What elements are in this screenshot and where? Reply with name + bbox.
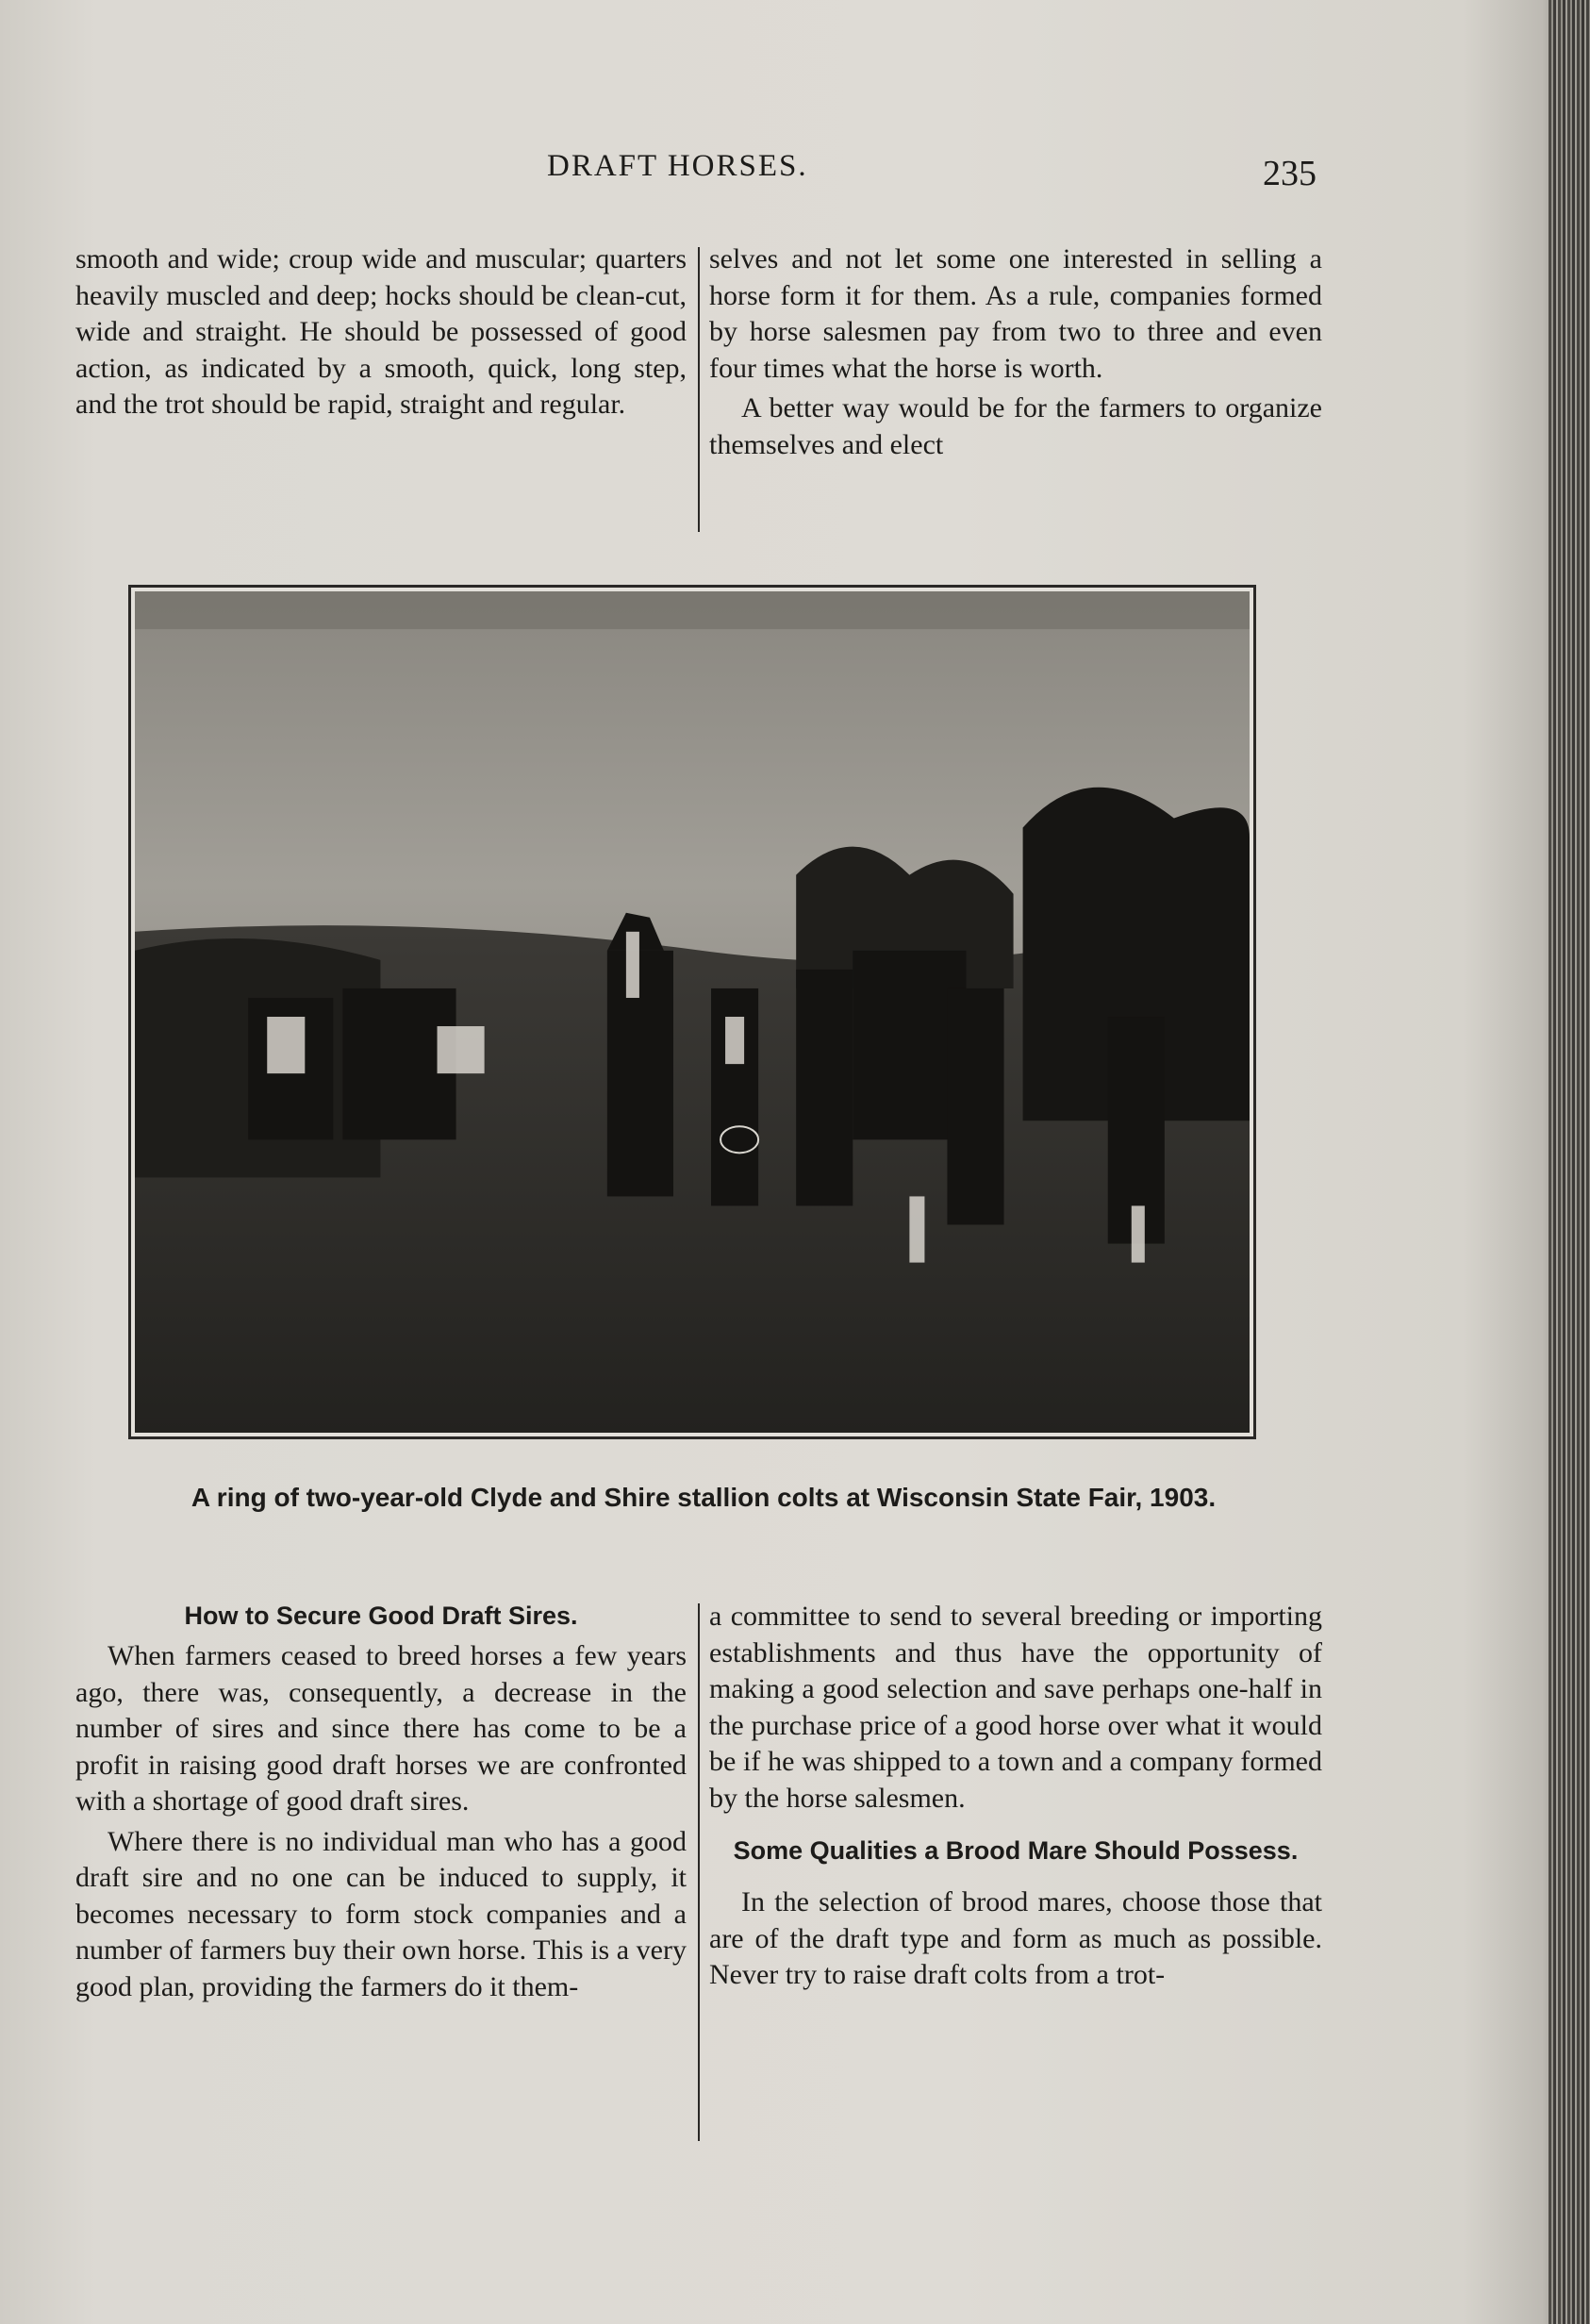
bottom-left-column bbox=[75, 1599, 687, 2005]
paragraph: A better way would be for the farmers to organize themselves and elect bbox=[709, 392, 1322, 460]
paragraph: a committee to send to several breeding or importing establishments and thus have the opportunity of making a good selection and save perhaps one-half in the purchase price of a good horse over what it would be if he was shipped to a town and a company formed by the horse salesmen. bbox=[709, 1601, 1322, 1814]
paragraph: When farmers ceased to breed horses a few years ago, there was, consequently, a decrease in the number of sires and since there has come to be a profit in raising good draft horses we are confronted with a shortage of good draft sires. bbox=[75, 1640, 687, 1817]
photograph bbox=[128, 585, 1256, 1439]
page-header bbox=[75, 149, 1330, 196]
paragraph: selves and not let some one interested in selling a horse form it for them. As a rule, companies formed by horse salesmen pay from two to three and even four times what the horse is worth. bbox=[709, 243, 1322, 384]
bottom-right-column bbox=[709, 1599, 1322, 1994]
top-right-column bbox=[709, 241, 1322, 463]
column-rule bbox=[698, 1603, 700, 2141]
paragraph: In the selection of brood mares, choose those that are of the draft type and form as much as possible. Never try to raise draft colts from a trot- bbox=[709, 1886, 1322, 1990]
section-heading: How to Secure Good Draft Sires. bbox=[184, 1602, 578, 1630]
column-rule bbox=[698, 247, 700, 532]
paragraph: smooth and wide; croup wide and muscular; quarters heavily muscled and deep; hocks should be clean-cut, wide and straight. He should be possessed of good action, as indicated by a smooth, quick, long step, and the trot should be rapid, straight and regular. bbox=[75, 243, 687, 420]
running-head: DRAFT HORSES. bbox=[547, 149, 808, 183]
top-left-column bbox=[75, 241, 687, 423]
figure-caption: A ring of two-year-old Clyde and Shire stallion colts at Wisconsin State Fair, 1903. bbox=[190, 1483, 1217, 1512]
page-edge bbox=[1549, 0, 1590, 2324]
section-heading: Some Qualities a Brood Mare Should Possess. bbox=[733, 1836, 1299, 1865]
paragraph: Where there is no individual man who has a good draft sire and no one can be induced to supply, it becomes necessary to form stock companies and a number of farmers buy their own horse. This is a very good plan, providing the farmers do it them- bbox=[75, 1825, 687, 2002]
horse-ring-photo bbox=[135, 591, 1250, 1433]
page-number: 235 bbox=[1263, 154, 1317, 193]
